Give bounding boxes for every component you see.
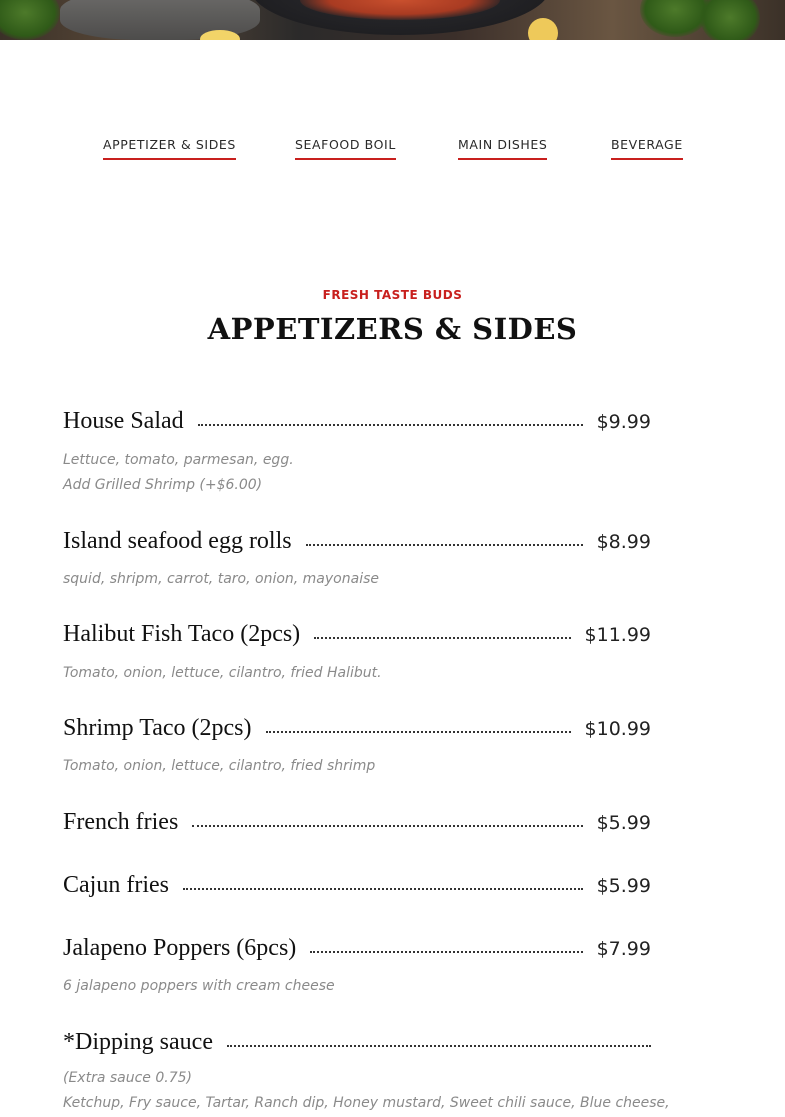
dotted-leader	[192, 825, 582, 827]
item-name: Cajun fries	[63, 872, 169, 898]
item-name: French fries	[63, 809, 179, 835]
hero-herb	[0, 0, 60, 40]
item-name: Halibut Fish Taco (2pcs)	[63, 621, 301, 647]
section-title: APPETIZERS & SIDES	[207, 312, 578, 346]
menu-item	[63, 809, 651, 841]
item-description: (Extra sauce 0.75)	[63, 1070, 193, 1086]
menu-item	[63, 408, 651, 498]
item-price: $5.99	[596, 875, 651, 897]
dotted-leader	[310, 951, 582, 953]
dotted-leader	[306, 544, 583, 546]
tab-beverage[interactable]: BEVERAGE	[611, 136, 683, 160]
tab-seafood-boil[interactable]: SEAFOOD BOIL	[295, 136, 396, 160]
item-description: 6 jalapeno poppers with cream cheese	[63, 978, 335, 994]
dotted-leader	[266, 731, 571, 733]
item-name: Island seafood egg rolls	[63, 528, 292, 554]
item-description: Tomato, onion, lettuce, cilantro, fried shrimp	[63, 758, 376, 774]
item-price: $7.99	[596, 938, 651, 960]
dotted-leader	[198, 424, 583, 426]
item-price: $5.99	[596, 812, 651, 834]
item-description: Tomato, onion, lettuce, cilantro, fried Halibut.	[63, 665, 382, 681]
section-eyebrow: FRESH TASTE BUDS	[322, 288, 463, 302]
hero-lemon	[528, 18, 558, 40]
menu-item	[63, 935, 651, 999]
menu-item	[63, 621, 651, 686]
item-price: $9.99	[596, 411, 651, 433]
item-name: House Salad	[63, 408, 184, 434]
item-description: Lettuce, tomato, parmesan, egg.	[63, 452, 294, 468]
dotted-leader	[227, 1045, 651, 1047]
item-description: Ketchup, Fry sauce, Tartar, Ranch dip, Honey mustard, Sweet chili sauce, Blue cheese,	[63, 1095, 670, 1111]
item-name: Jalapeno Poppers (6pcs)	[63, 935, 297, 961]
tab-appetizer-sides[interactable]: APPETIZER & SIDES	[103, 136, 236, 160]
menu-item	[63, 872, 651, 904]
hero-herb	[700, 0, 760, 40]
menu-category-tabs	[0, 136, 785, 166]
hero-food-photo	[0, 0, 785, 40]
menu-item	[63, 715, 651, 779]
tab-main-dishes[interactable]: MAIN DISHES	[458, 136, 547, 160]
item-name: *Dipping sauce	[63, 1029, 213, 1055]
item-price: $10.99	[584, 718, 651, 740]
dotted-leader	[183, 888, 583, 890]
dotted-leader	[314, 637, 570, 639]
menu-item	[63, 528, 651, 592]
menu-item	[63, 1029, 670, 1116]
item-description: squid, shripm, carrot, taro, onion, mayonaise	[63, 571, 379, 587]
item-price: $11.99	[584, 624, 651, 646]
item-name: Shrimp Taco (2pcs)	[63, 715, 252, 741]
item-description: Add Grilled Shrimp (+$6.00)	[63, 477, 263, 493]
item-price: $8.99	[596, 531, 651, 553]
